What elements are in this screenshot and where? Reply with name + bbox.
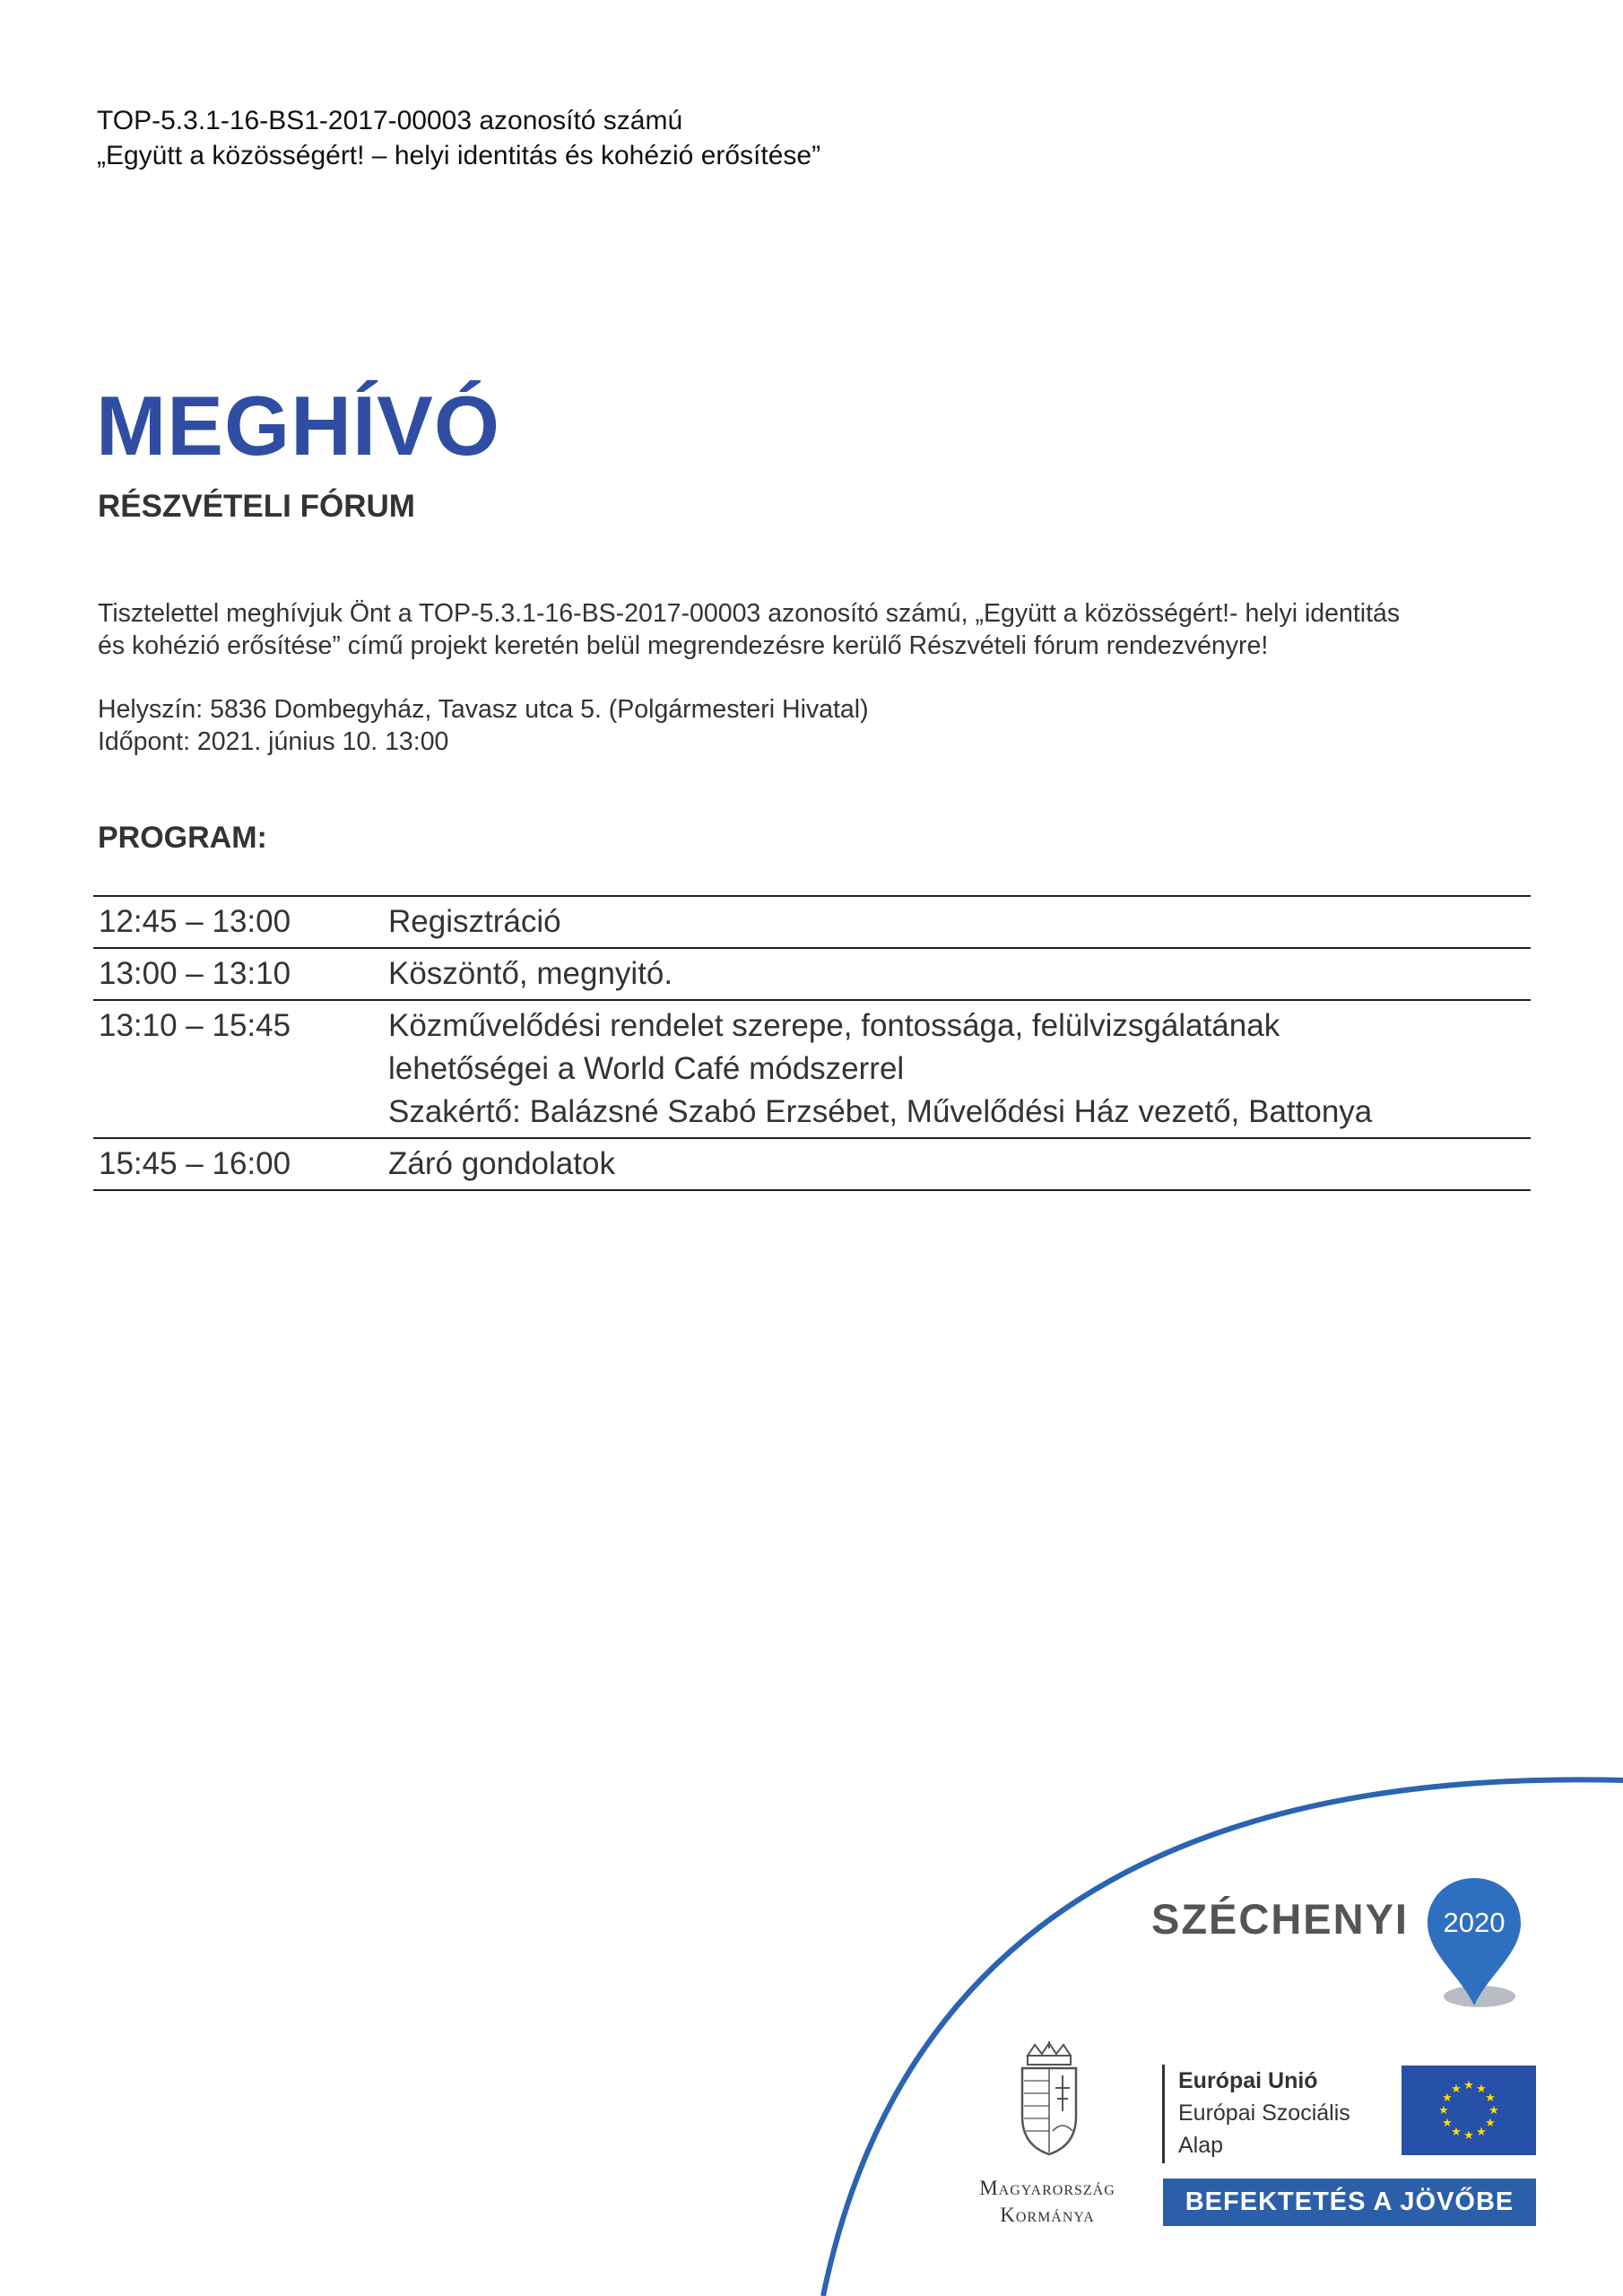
logo-divider xyxy=(1162,2065,1165,2163)
event-location: Helyszín: 5836 Dombegyház, Tavasz utca 5. (Polgármesteri Hivatal) xyxy=(98,695,869,724)
program-line: Regisztráció xyxy=(388,904,561,939)
eu-flag-icon xyxy=(1402,2066,1536,2155)
event-time: Időpont: 2021. június 10. 13:00 xyxy=(98,727,449,756)
svg-text:★: ★ xyxy=(1476,2126,1487,2139)
eu-name: Európai Unió xyxy=(1178,2068,1318,2093)
intro-line-1: Tisztelettel meghívjuk Önt a TOP-5.3.1-16-BS-2017-00003 azonosító számú, „Együtt a közösségért!- helyi identitás xyxy=(98,599,1401,628)
svg-text:★: ★ xyxy=(1451,2126,1462,2139)
svg-text:★: ★ xyxy=(1488,2104,1499,2118)
program-line: Szakértő: Balázsné Szabó Erzsébet, Művelődési Ház vezető, Battonya xyxy=(388,1094,1373,1129)
eu-fund-label xyxy=(1178,2065,1350,2161)
program-time: 13:10 – 15:45 xyxy=(99,1008,291,1043)
hungarian-coat-of-arms-icon xyxy=(1013,2041,1085,2158)
government-label xyxy=(949,2175,1146,2229)
eu-fund-line-2: Alap xyxy=(1178,2133,1224,2158)
svg-text:★: ★ xyxy=(1485,2092,1496,2105)
szechenyi-2020-pin-icon xyxy=(1424,1874,1524,2009)
government-label-line-1: Magyarország xyxy=(979,2177,1115,2199)
svg-text:★: ★ xyxy=(1451,2083,1462,2096)
program-line: Záró gondolatok xyxy=(388,1146,615,1181)
eu-fund-line-1: Európai Szociális xyxy=(1178,2100,1350,2126)
intro-line-2: és kohézió erősítése” című projekt keretén belül megrendezésre kerülő Részvételi fórum rendezvényre! xyxy=(98,631,1269,660)
invitation-title: MEGHÍVÓ xyxy=(96,378,500,473)
event-subtitle: RÉSZVÉTELI FÓRUM xyxy=(98,489,415,524)
svg-text:★: ★ xyxy=(1438,2104,1449,2118)
project-id-line: TOP-5.3.1-16-BS1-2017-00003 azonosító számú xyxy=(97,106,683,135)
project-title-line: „Együtt a közösségért! – helyi identitás és kohézió erősítése” xyxy=(97,141,821,170)
program-time: 12:45 – 13:00 xyxy=(99,904,291,939)
program-heading: PROGRAM: xyxy=(98,821,267,855)
program-time: 15:45 – 16:00 xyxy=(99,1146,291,1181)
program-line: Köszöntő, megnyitó. xyxy=(388,956,673,991)
svg-text:★: ★ xyxy=(1442,2092,1453,2105)
svg-text:★: ★ xyxy=(1485,2117,1496,2130)
svg-text:★: ★ xyxy=(1476,2083,1487,2096)
szechenyi-wordmark: SZÉCHENYI xyxy=(1151,1895,1409,1943)
program-line: Közművelődési rendelet szerepe, fontossága, felülvizsgálatának xyxy=(388,1008,1280,1043)
pin-year: 2020 xyxy=(1443,1907,1506,1938)
svg-text:★: ★ xyxy=(1463,2129,1474,2143)
svg-text:★: ★ xyxy=(1442,2117,1453,2130)
program-line: lehetőségei a World Café módszerrel xyxy=(388,1051,905,1086)
svg-text:★: ★ xyxy=(1463,2079,1474,2092)
government-label-line-2: Kormánya xyxy=(1000,2204,1095,2226)
program-time: 13:00 – 13:10 xyxy=(99,956,291,991)
investing-future-banner: BEFEKTETÉS A JÖVŐBE xyxy=(1163,2179,1536,2226)
